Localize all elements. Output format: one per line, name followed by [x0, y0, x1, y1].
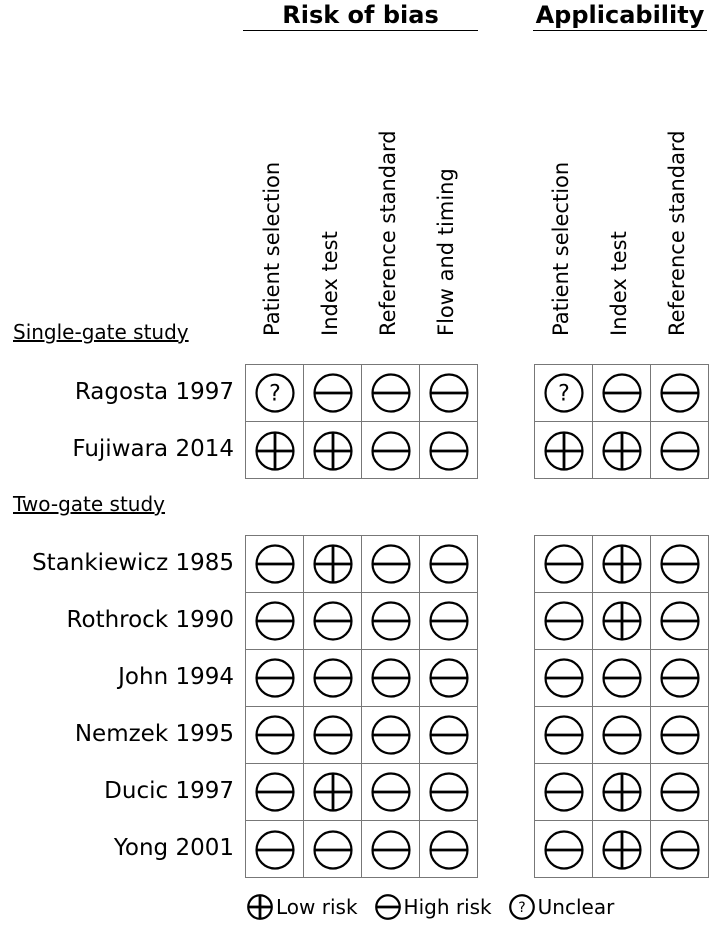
rating-cell [304, 650, 362, 707]
high-risk-icon [658, 542, 702, 586]
high-risk-icon [658, 770, 702, 814]
low-risk-icon [311, 542, 355, 586]
low-risk-icon [600, 429, 644, 473]
rating-cell [535, 593, 593, 650]
high-risk-icon [369, 429, 413, 473]
rating-cell [362, 593, 420, 650]
rating-cell [304, 821, 362, 878]
applicability-grid [534, 535, 709, 878]
low-risk-icon [311, 429, 355, 473]
high-risk-icon [311, 656, 355, 700]
low-risk-icon [600, 770, 644, 814]
high-risk-icon [253, 770, 297, 814]
bias-grid [245, 535, 478, 878]
high-risk-icon [253, 713, 297, 757]
rating-cell [246, 422, 304, 479]
low-risk-icon [542, 429, 586, 473]
rating-cell [593, 821, 651, 878]
column-header: Patient selection [549, 161, 573, 336]
study-label: Fujiwara 2014 [72, 436, 234, 462]
rating-cell [651, 536, 709, 593]
rating-cell [593, 764, 651, 821]
rating-cell [420, 422, 478, 479]
risk-of-bias-title: Risk of bias [243, 0, 478, 31]
rating-cell [362, 764, 420, 821]
study-label: Yong 2001 [113, 835, 234, 861]
rating-cell [535, 365, 593, 422]
legend-unclear-label: Unclear [537, 895, 615, 919]
rating-cell [362, 536, 420, 593]
high-risk-icon [369, 371, 413, 415]
high-risk-icon [311, 828, 355, 872]
high-risk-icon [542, 770, 586, 814]
unclear-icon [542, 371, 586, 415]
high-risk-icon [253, 828, 297, 872]
rating-cell [535, 707, 593, 764]
legend-low [246, 893, 358, 921]
high-risk-icon [658, 713, 702, 757]
high-risk-icon [658, 828, 702, 872]
high-risk-icon [658, 429, 702, 473]
rating-cell [651, 650, 709, 707]
study-label: Nemzek 1995 [74, 721, 234, 747]
rating-cell [593, 593, 651, 650]
high-risk-icon [369, 828, 413, 872]
rating-cell [535, 536, 593, 593]
applicability-grid [534, 364, 709, 479]
unclear-icon [253, 371, 297, 415]
unclear-icon [508, 893, 536, 921]
high-risk-icon [427, 599, 471, 643]
high-risk-icon [311, 599, 355, 643]
high-risk-icon [542, 828, 586, 872]
rating-cell [362, 422, 420, 479]
rating-cell [304, 536, 362, 593]
high-risk-icon [427, 656, 471, 700]
column-header: Index test [318, 231, 342, 336]
high-risk-icon [369, 542, 413, 586]
low-risk-icon [600, 542, 644, 586]
high-risk-icon [658, 599, 702, 643]
legend-high-label: High risk [403, 895, 492, 919]
rating-cell [362, 365, 420, 422]
legend [246, 893, 622, 921]
high-risk-icon [427, 828, 471, 872]
high-risk-icon [369, 656, 413, 700]
rating-cell [304, 422, 362, 479]
column-header: Flow and timing [434, 168, 458, 336]
study-label: Ragosta 1997 [74, 379, 234, 405]
legend-low-label: Low risk [276, 895, 358, 919]
column-header: Reference standard [665, 130, 689, 336]
rating-cell [246, 593, 304, 650]
study-label: Stankiewicz 1985 [32, 550, 234, 576]
rating-cell [304, 707, 362, 764]
high-risk-icon [600, 371, 644, 415]
rating-cell [246, 365, 304, 422]
high-risk-icon [369, 770, 413, 814]
rating-cell [651, 365, 709, 422]
rating-cell [535, 422, 593, 479]
column-header: Index test [607, 231, 631, 336]
column-header: Patient selection [260, 161, 284, 336]
low-risk-icon [311, 770, 355, 814]
rating-cell [420, 821, 478, 878]
rating-cell [535, 764, 593, 821]
rating-cell [246, 536, 304, 593]
high-risk-icon [427, 713, 471, 757]
rating-cell [651, 764, 709, 821]
rating-cell [304, 764, 362, 821]
rating-cell [304, 593, 362, 650]
bias-grid [245, 364, 478, 479]
rating-cell [651, 593, 709, 650]
rating-cell [593, 365, 651, 422]
high-risk-icon [253, 599, 297, 643]
high-risk-icon [369, 599, 413, 643]
high-risk-icon [427, 371, 471, 415]
rating-cell [593, 536, 651, 593]
rating-cell [362, 821, 420, 878]
low-risk-icon [246, 893, 274, 921]
rating-cell [420, 764, 478, 821]
column-header: Reference standard [376, 130, 400, 336]
high-risk-icon [369, 713, 413, 757]
study-label: Ducic 1997 [104, 778, 234, 804]
high-risk-icon [600, 713, 644, 757]
svg-text:?: ? [268, 381, 281, 407]
high-risk-icon [542, 656, 586, 700]
high-risk-icon [253, 656, 297, 700]
rating-cell [246, 707, 304, 764]
rating-cell [420, 365, 478, 422]
rating-cell [593, 650, 651, 707]
low-risk-icon [600, 599, 644, 643]
high-risk-icon [542, 542, 586, 586]
rating-cell [420, 707, 478, 764]
legend-unclear [508, 893, 615, 921]
study-label: John 1994 [118, 664, 234, 690]
high-risk-icon [427, 770, 471, 814]
rating-cell [420, 650, 478, 707]
rating-cell [651, 707, 709, 764]
rating-cell [304, 365, 362, 422]
rating-cell [362, 707, 420, 764]
svg-text:?: ? [557, 381, 570, 407]
rating-cell [246, 650, 304, 707]
study-label: Rothrock 1990 [66, 607, 234, 633]
high-risk-icon [658, 371, 702, 415]
rating-cell [651, 821, 709, 878]
high-risk-icon [427, 429, 471, 473]
section-label-two-gate: Two-gate study [13, 492, 166, 516]
rating-cell [651, 422, 709, 479]
rating-cell [535, 821, 593, 878]
rating-cell [593, 707, 651, 764]
rating-cell [593, 422, 651, 479]
rating-cell [420, 536, 478, 593]
legend-high [374, 893, 492, 921]
high-risk-icon [311, 371, 355, 415]
rating-cell [362, 650, 420, 707]
high-risk-icon [427, 542, 471, 586]
rating-cell [246, 821, 304, 878]
low-risk-icon [253, 429, 297, 473]
applicability-title: Applicability [533, 0, 707, 31]
svg-text:?: ? [517, 899, 526, 916]
high-risk-icon [600, 656, 644, 700]
rating-cell [535, 650, 593, 707]
section-label-single-gate: Single-gate study [13, 320, 189, 344]
high-risk-icon [253, 542, 297, 586]
rating-cell [420, 593, 478, 650]
rating-cell [246, 764, 304, 821]
high-risk-icon [542, 599, 586, 643]
high-risk-icon [658, 656, 702, 700]
low-risk-icon [600, 828, 644, 872]
high-risk-icon [311, 713, 355, 757]
high-risk-icon [374, 893, 402, 921]
high-risk-icon [542, 713, 586, 757]
